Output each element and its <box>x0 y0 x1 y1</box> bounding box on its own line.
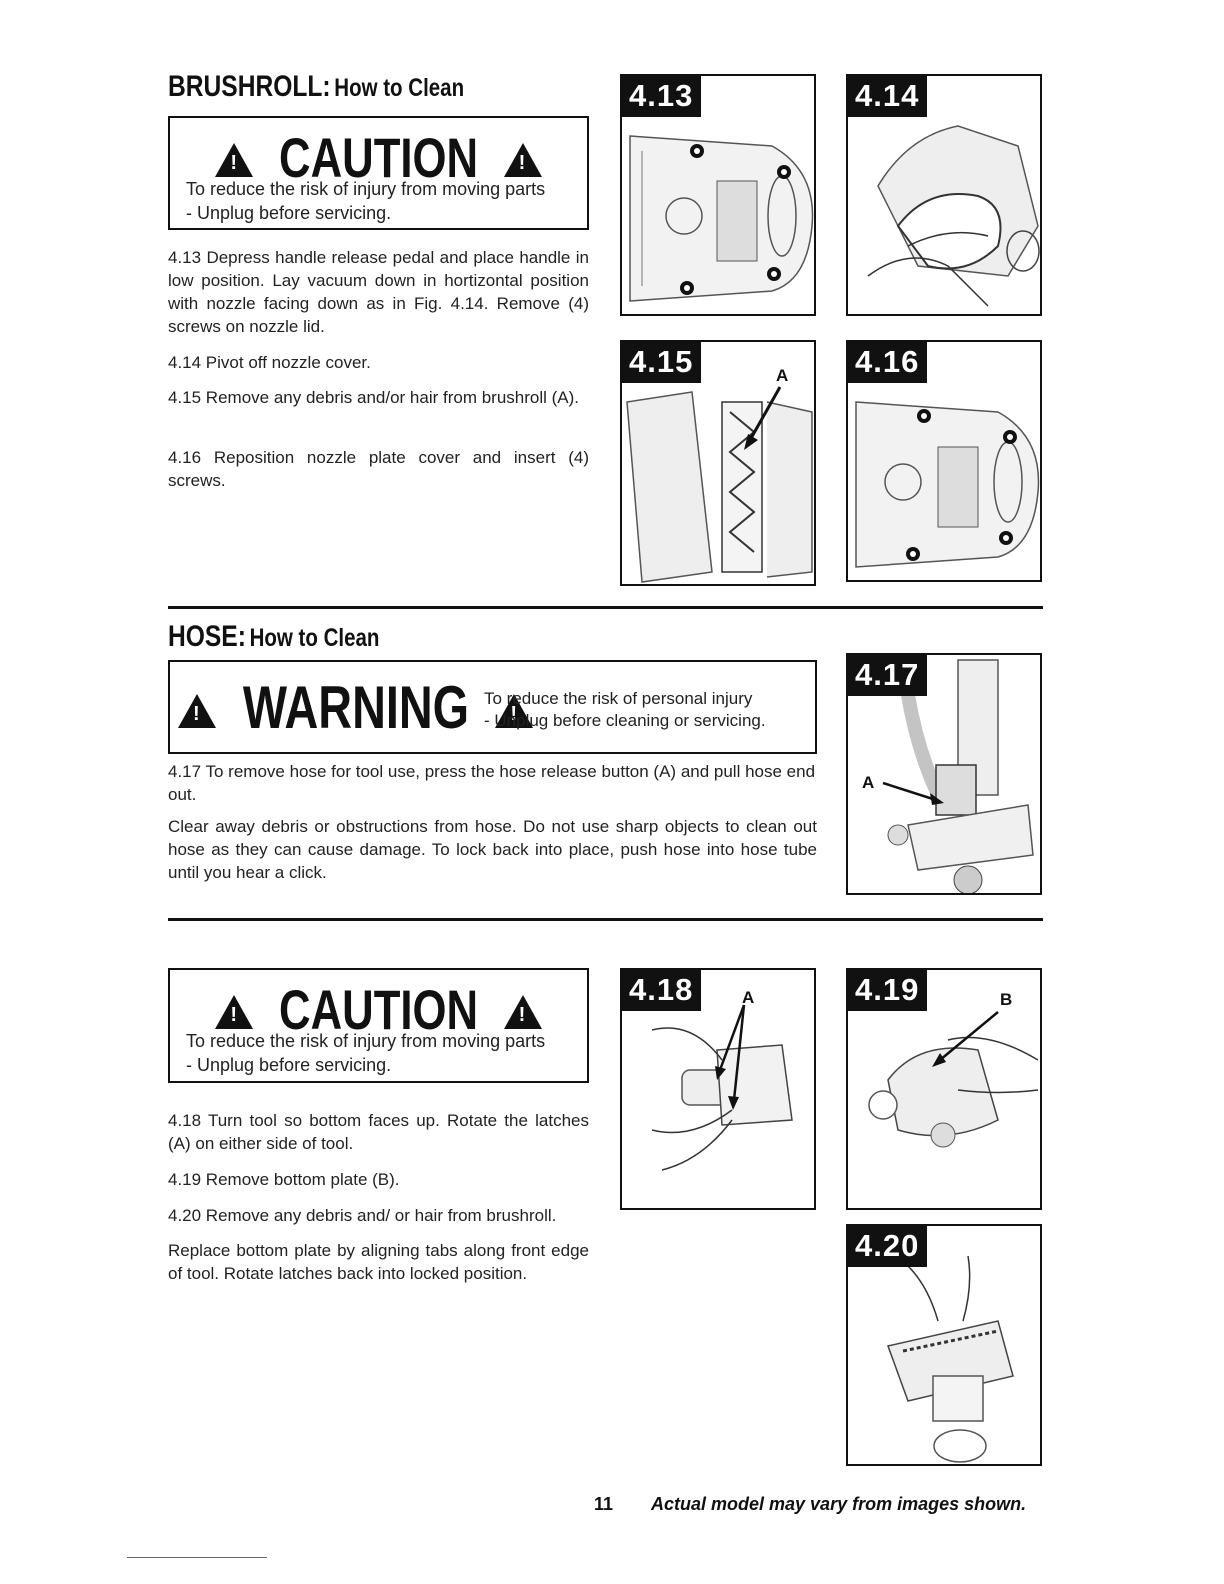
figure-4-15 <box>620 340 816 586</box>
callout-a: A <box>776 366 789 385</box>
step-4-16: 4.16 Reposition nozzle plate cover and insert (4) screws. <box>168 448 589 490</box>
caution-line-1: To reduce the risk of injury from moving parts <box>186 1031 546 1051</box>
brushroll-title <box>168 70 464 104</box>
page-number: 11 <box>594 1494 614 1514</box>
warning-heading <box>174 676 474 740</box>
warning-triangle-icon <box>215 143 253 177</box>
warning-line-1: To reduce the risk of personal injury <box>484 689 753 708</box>
brushroll-caution-box <box>168 116 589 230</box>
callout-b: B <box>1000 990 1013 1009</box>
figure-label: 4.20 <box>847 1225 927 1267</box>
section-divider <box>168 606 1043 609</box>
brushroll-title-sub: How to Clean <box>334 74 465 102</box>
caution-line-2: - Unplug before servicing. <box>186 1055 392 1075</box>
figure-label: 4.15 <box>621 341 701 383</box>
step-4-13: 4.13 Depress handle release pedal and place handle in low position. Lay vacuum down in hortizontal position with nozzle facing down as in Fig. 4.14. Remove (4) screws on nozzle lid. <box>168 248 589 336</box>
figure-label: 4.17 <box>847 654 927 696</box>
section-divider <box>168 918 1043 921</box>
step-4-14: 4.14 Pivot off nozzle cover. <box>168 353 371 372</box>
warning-word: WARNING <box>242 674 469 741</box>
warning-triangle-icon <box>178 694 216 728</box>
step-4-18: 4.18 Turn tool so bottom faces up. Rotate the latches (A) on either side of tool. <box>168 1111 589 1153</box>
hose-clear-debris: Clear away debris or obstructions from hose. Do not use sharp objects to clean out hose as they can cause damage. To lock back into place, push hose into hose tube until you hear a click. <box>168 817 817 882</box>
hose-title-main: HOSE: <box>168 620 246 653</box>
warning-triangle-icon <box>215 995 253 1029</box>
figure-4-16 <box>846 340 1042 582</box>
figure-label: 4.14 <box>847 75 927 117</box>
figure-4-19 <box>846 968 1042 1210</box>
hose-title-sub: How to Clean <box>249 624 380 652</box>
warning-triangle-icon <box>504 995 542 1029</box>
figure-4-18 <box>620 968 816 1210</box>
step-4-20: 4.20 Remove any debris and/ or hair from brushroll. <box>168 1206 557 1225</box>
figure-4-14 <box>846 74 1042 316</box>
callout-a: A <box>862 773 875 792</box>
callout-a: A <box>742 988 755 1007</box>
warning-line-2: - Unplug before cleaning or servicing. <box>484 711 766 730</box>
replace-bottom-plate: Replace bottom plate by aligning tabs along front edge of tool. Rotate latches back into locked position. <box>168 1241 589 1283</box>
caution-line-2: - Unplug before servicing. <box>186 203 392 223</box>
figure-label: 4.18 <box>621 969 701 1011</box>
caution-word: CAUTION <box>279 126 478 189</box>
caution-word: CAUTION <box>279 978 478 1041</box>
figure-4-17 <box>846 653 1042 895</box>
tool-caution-box <box>168 968 589 1083</box>
figure-4-20 <box>846 1224 1042 1466</box>
hose-title <box>168 620 379 654</box>
figure-label: 4.19 <box>847 969 927 1011</box>
hose-warning-box <box>168 660 817 754</box>
step-4-17: 4.17 To remove hose for tool use, press the hose release button (A) and pull hose end out. <box>168 762 816 804</box>
footer-note: Actual model may vary from images shown. <box>651 1494 1027 1514</box>
figure-label: 4.13 <box>621 75 701 117</box>
warning-triangle-icon <box>504 143 542 177</box>
brushroll-title-main: BRUSHROLL: <box>168 70 331 103</box>
step-4-19: 4.19 Remove bottom plate (B). <box>168 1170 400 1189</box>
figure-label: 4.16 <box>847 341 927 383</box>
step-4-15: 4.15 Remove any debris and/or hair from brushroll (A). <box>168 388 580 407</box>
caution-line-1: To reduce the risk of injury from moving parts <box>186 179 546 199</box>
underline-mark <box>127 1557 267 1558</box>
figure-4-13 <box>620 74 816 316</box>
